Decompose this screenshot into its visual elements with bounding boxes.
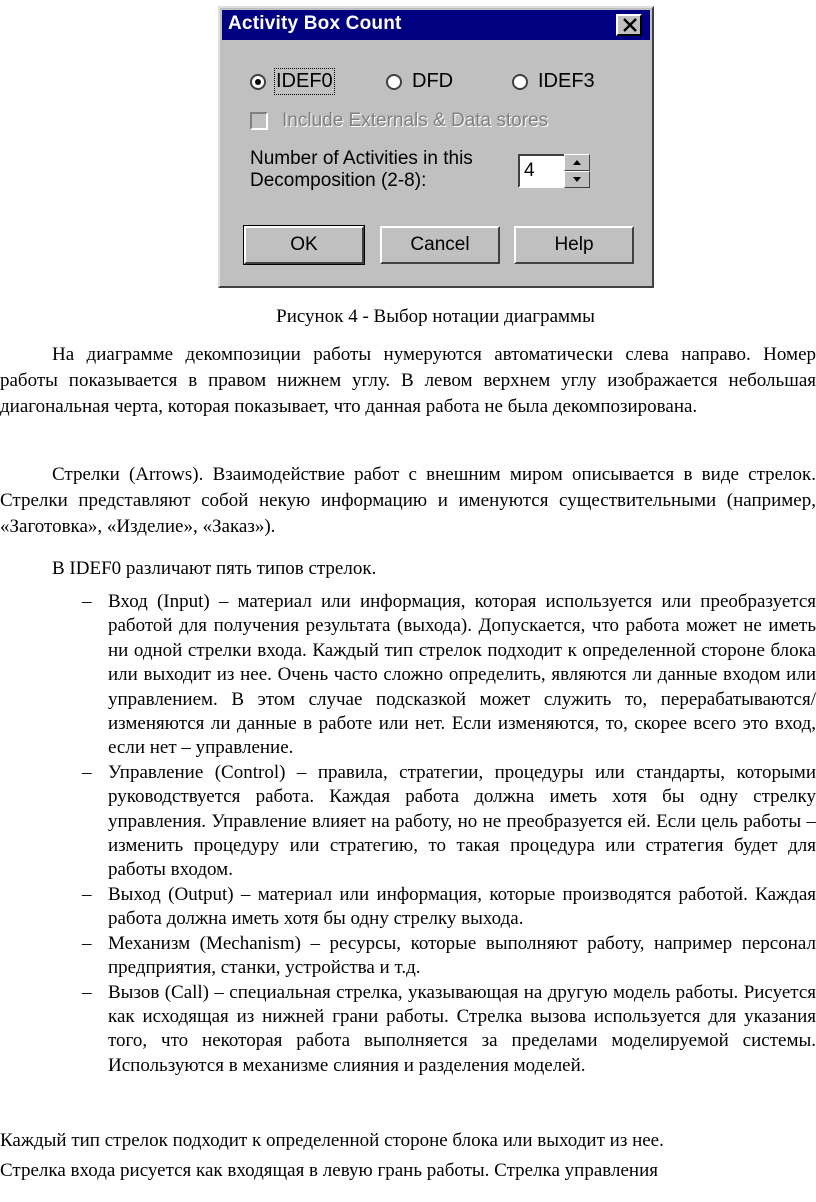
list-item-text: Вызов (Call) – специальная стрелка, указывающая на другую модель работы. Рисуется как исходящая из нижней грани работы. Стрелка вызова используется для указания того, что некоторая работа выполняется за пределами моделируемой системы. Используются в механизме слияния и разделения моделей.	[108, 981, 816, 1076]
tail-line-1: Каждый тип стрелок подходит к определенной стороне блока или выходит из нее.	[0, 1130, 664, 1151]
include-externals-checkbox	[250, 110, 548, 132]
list-item-control	[0, 761, 816, 883]
radio-idef3[interactable]	[512, 70, 595, 93]
list-dash: –	[82, 981, 92, 1003]
dialog-title: Activity Box Count	[228, 13, 402, 34]
radio-dfd-label: DFD	[412, 70, 454, 92]
paragraph-decomposition: На диаграмме декомпозиции работы нумеруются автоматически слева направо. Номер работы показывается в правом нижнем углу. В левом верхнем углу изображается небольшая диагональная черта, которая показывает, что данная работа не была декомпозирована.	[0, 344, 816, 417]
checkbox-box	[250, 112, 268, 130]
close-icon	[621, 18, 639, 32]
list-dash: –	[82, 932, 92, 954]
activity-box-count-dialog	[218, 6, 654, 288]
list-item-text: Выход (Output) – материал или информация, которые производятся работой. Каждая работа должна иметь хотя бы одну стрелку выхода.	[108, 883, 816, 930]
spin-down-button[interactable]	[564, 171, 590, 188]
list-dash: –	[82, 591, 92, 612]
list-dash: –	[82, 761, 92, 783]
cancel-button[interactable]: Cancel	[380, 226, 500, 264]
arrow-up-icon	[573, 160, 581, 165]
radio-dfd[interactable]	[386, 70, 453, 93]
figure-caption: Рисунок 4 - Выбор нотации диаграммы	[276, 306, 595, 327]
arrow-types-list	[0, 590, 816, 1078]
list-item-text: Механизм (Mechanism) – ресурсы, которые выполняют работу, например персонал предприятия, станки, устройства и т.д.	[108, 932, 816, 979]
radio-dfd-circle[interactable]	[386, 74, 402, 90]
spin-up-button[interactable]	[564, 154, 590, 171]
radio-idef0-label: IDEF0	[276, 70, 333, 92]
activities-count-label-line1: Number of Activities in this	[250, 148, 473, 169]
paragraph-arrow-types: В IDEF0 различают пять типов стрелок.	[52, 558, 377, 579]
list-item-input	[0, 590, 816, 761]
tail-line-2: Стрелка входа рисуется как входящая в левую грань работы. Стрелка управления	[0, 1160, 658, 1181]
close-button[interactable]	[616, 14, 642, 36]
list-item-text: Вход (Input) – материал или информация, которая используется или преобразуется работой для получения результата (выхода). Допускается, что работа может не иметь ни одной стрелки входа. Каждый тип стрелок подходит к определенной стороне блока или выходит из нее. Очень часто сложно определить, являются ли данные входом или управлением. В этом случае подсказкой может служить то, перерабатываются/изменяются ли данные в работе или нет. Если изменяются, то, скорее всего это вход, если нет – управление.	[108, 591, 816, 759]
activities-count-input[interactable]	[518, 154, 566, 188]
radio-idef0-circle[interactable]	[250, 74, 266, 90]
dialog-titlebar	[222, 10, 650, 40]
activities-count-label	[250, 148, 473, 192]
radio-idef3-label: IDEF3	[538, 70, 595, 92]
activities-count-label-line2: Decomposition (2-8):	[250, 170, 427, 191]
paragraph-arrows: Стрелки (Arrows). Взаимодействие работ с внешним миром описывается в виде стрелок. Стрелки представляют собой некую информацию и именуются существительными (например, «Заготовка», «Изделие», «Заказ»).	[0, 464, 816, 537]
activities-count-value: 4	[524, 160, 535, 181]
activities-count-spinner	[564, 154, 590, 188]
arrow-down-icon	[573, 177, 581, 182]
list-item-text: Управление (Control) – правила, стратегии, процедуры или стандарты, которыми руководствуется работа. Каждая работа должна иметь хотя бы одну стрелку управления. Управление влияет на работу, но не преобразуется ей. Если цель работы – изменить процедуру или стратегию, то такая процедура или стратегия будет для работы входом.	[108, 761, 816, 881]
ok-button[interactable]: OK	[244, 226, 364, 264]
checkbox-label: Include Externals & Data stores	[282, 110, 549, 131]
list-item-mechanism	[0, 932, 816, 981]
radio-idef0[interactable]	[250, 70, 333, 93]
list-item-output	[0, 883, 816, 932]
list-item-call	[0, 981, 816, 1079]
list-dash: –	[82, 883, 92, 905]
help-button[interactable]: Help	[514, 226, 634, 264]
radio-idef3-circle[interactable]	[512, 74, 528, 90]
